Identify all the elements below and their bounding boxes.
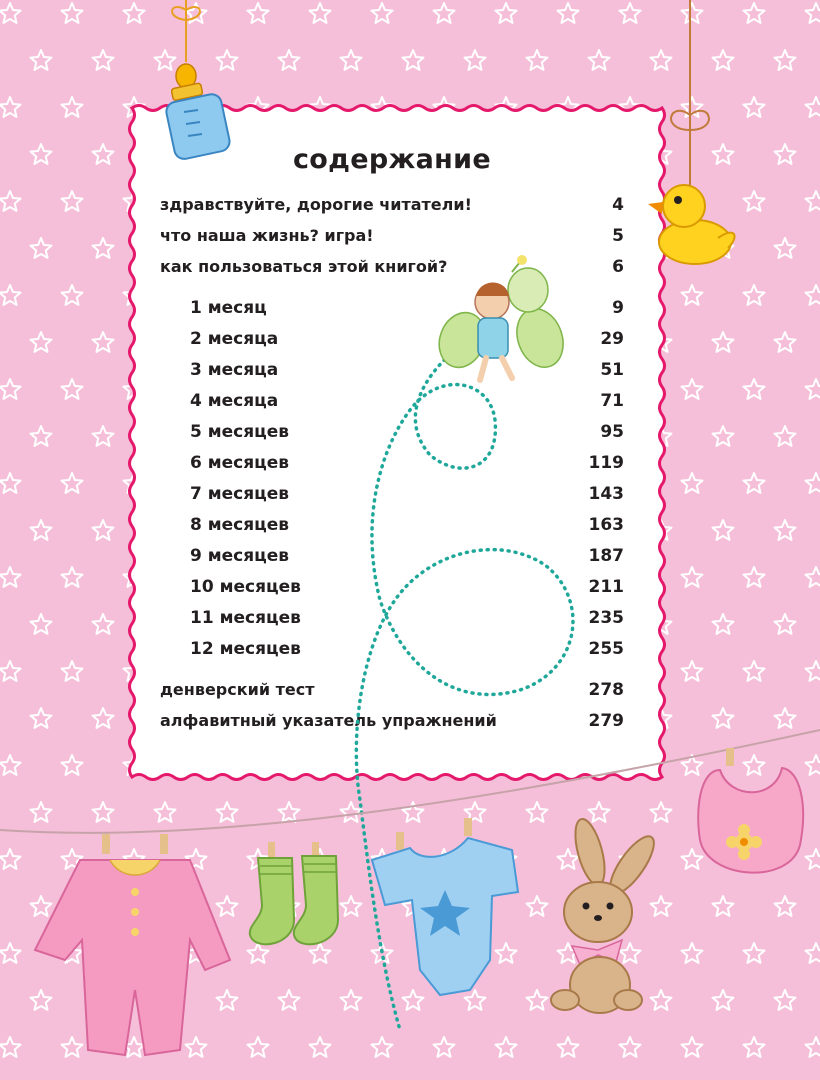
star-icon <box>0 1037 21 1057</box>
star-icon <box>589 50 610 70</box>
intro-section <box>160 195 624 288</box>
star-icon <box>496 3 517 23</box>
entry-label: 9 месяцев <box>190 546 290 566</box>
star-icon <box>589 990 610 1010</box>
toc-entry <box>160 711 624 742</box>
star-icon <box>124 943 145 963</box>
entry-page: 235 <box>588 608 624 628</box>
entry-page: 71 <box>600 391 624 411</box>
appendix-section <box>160 680 624 742</box>
star-icon <box>496 1037 517 1057</box>
entry-label: 12 месяцев <box>190 639 301 659</box>
star-icon <box>775 614 796 634</box>
toc-entry <box>160 484 624 515</box>
star-icon <box>713 426 734 446</box>
star-icon <box>713 802 734 822</box>
star-icon <box>682 567 703 587</box>
star-icon <box>62 849 83 869</box>
star-icon <box>93 614 114 634</box>
star-icon <box>155 990 176 1010</box>
star-icon <box>31 332 52 352</box>
entry-page: 6 <box>612 257 624 277</box>
star-icon <box>620 3 641 23</box>
entry-label: 4 месяца <box>190 391 279 411</box>
star-icon <box>155 896 176 916</box>
star-icon <box>31 614 52 634</box>
star-icon <box>0 849 21 869</box>
entry-page: 119 <box>588 453 624 473</box>
star-icon <box>62 661 83 681</box>
star-icon <box>248 3 269 23</box>
star-icon <box>62 567 83 587</box>
entry-label: 8 месяцев <box>190 515 290 535</box>
star-icon <box>806 755 820 775</box>
star-icon <box>775 50 796 70</box>
entry-page: 5 <box>612 226 624 246</box>
star-icon <box>527 802 548 822</box>
star-icon <box>62 191 83 211</box>
star-icon <box>93 238 114 258</box>
entry-page: 255 <box>588 639 624 659</box>
star-icon <box>713 50 734 70</box>
star-icon <box>0 97 21 117</box>
star-icon <box>775 520 796 540</box>
star-icon <box>775 990 796 1010</box>
star-icon <box>310 3 331 23</box>
entry-page: 278 <box>588 680 624 700</box>
star-icon <box>682 3 703 23</box>
star-icon <box>806 661 820 681</box>
star-icon <box>31 990 52 1010</box>
star-icon <box>465 802 486 822</box>
star-icon <box>744 1037 765 1057</box>
star-icon <box>93 426 114 446</box>
star-icon <box>496 849 517 869</box>
star-icon <box>186 849 207 869</box>
star-icon <box>62 3 83 23</box>
star-icon <box>806 3 820 23</box>
star-icon <box>279 990 300 1010</box>
star-icon <box>62 755 83 775</box>
star-icon <box>403 50 424 70</box>
star-icon <box>620 849 641 869</box>
star-icon <box>744 97 765 117</box>
star-icon <box>62 285 83 305</box>
star-icon <box>775 708 796 728</box>
star-icon <box>62 943 83 963</box>
star-icon <box>93 50 114 70</box>
star-icon <box>372 1037 393 1057</box>
months-section <box>160 298 624 670</box>
star-icon <box>341 802 362 822</box>
entry-label: денверский тест <box>160 680 315 699</box>
star-icon <box>558 3 579 23</box>
toc-entry <box>160 577 624 608</box>
entry-label: 11 месяцев <box>190 608 301 628</box>
star-icon <box>93 802 114 822</box>
toc-entry <box>160 257 624 288</box>
star-icon <box>0 943 21 963</box>
star-icon <box>31 50 52 70</box>
star-icon <box>713 520 734 540</box>
star-icon <box>372 849 393 869</box>
star-icon <box>713 896 734 916</box>
star-icon <box>217 990 238 1010</box>
star-icon <box>744 3 765 23</box>
star-icon <box>744 661 765 681</box>
entry-page: 95 <box>600 422 624 442</box>
entry-page: 279 <box>588 711 624 731</box>
star-icon <box>248 849 269 869</box>
star-icon <box>806 285 820 305</box>
star-icon <box>682 1037 703 1057</box>
entry-label: 10 месяцев <box>190 577 301 597</box>
toc-entry <box>160 453 624 484</box>
star-icon <box>682 473 703 493</box>
entry-label: 2 месяца <box>190 329 279 349</box>
star-icon <box>248 943 269 963</box>
star-icon <box>31 802 52 822</box>
star-icon <box>372 3 393 23</box>
star-icon <box>0 3 21 23</box>
star-icon <box>0 567 21 587</box>
entry-label: 3 месяца <box>190 360 279 380</box>
star-icon <box>589 802 610 822</box>
toc-entry <box>160 360 624 391</box>
star-icon <box>713 614 734 634</box>
star-icon <box>434 943 455 963</box>
star-icon <box>806 1037 820 1057</box>
star-icon <box>651 802 672 822</box>
entry-label: 5 месяцев <box>190 422 290 442</box>
star-icon <box>713 238 734 258</box>
star-icon <box>0 661 21 681</box>
star-icon <box>713 144 734 164</box>
toc-entry <box>160 639 624 670</box>
star-icon <box>682 849 703 869</box>
star-icon <box>682 97 703 117</box>
star-icon <box>744 849 765 869</box>
star-icon <box>744 567 765 587</box>
star-icon <box>62 379 83 399</box>
star-icon <box>744 943 765 963</box>
star-icon <box>31 708 52 728</box>
toc-entry <box>160 422 624 453</box>
toc-entry <box>160 391 624 422</box>
toc-entry <box>160 680 624 711</box>
star-icon <box>806 97 820 117</box>
star-icon <box>0 755 21 775</box>
star-icon <box>651 50 672 70</box>
table-of-contents <box>160 144 624 742</box>
star-icon <box>0 379 21 399</box>
star-icon <box>527 990 548 1010</box>
star-icon <box>0 285 21 305</box>
star-icon <box>682 755 703 775</box>
star-icon <box>558 943 579 963</box>
star-icon <box>341 990 362 1010</box>
star-icon <box>775 144 796 164</box>
star-icon <box>744 473 765 493</box>
star-icon <box>682 285 703 305</box>
star-icon <box>279 802 300 822</box>
star-icon <box>527 50 548 70</box>
star-icon <box>341 50 362 70</box>
star-icon <box>713 708 734 728</box>
star-icon <box>806 849 820 869</box>
toc-entry <box>160 226 624 257</box>
star-icon <box>465 896 486 916</box>
star-icon <box>434 849 455 869</box>
star-icon <box>806 943 820 963</box>
star-icon <box>93 332 114 352</box>
entry-label: как пользоваться этой книгой? <box>160 257 448 276</box>
star-icon <box>62 473 83 493</box>
star-icon <box>713 332 734 352</box>
star-icon <box>155 802 176 822</box>
entry-page: 9 <box>612 298 624 318</box>
star-icon <box>744 191 765 211</box>
star-icon <box>93 520 114 540</box>
star-icon <box>217 50 238 70</box>
star-icon <box>744 379 765 399</box>
star-icon <box>465 990 486 1010</box>
star-icon <box>775 426 796 446</box>
star-icon <box>682 379 703 399</box>
toc-entry <box>160 608 624 639</box>
star-icon <box>0 191 21 211</box>
star-icon <box>713 990 734 1010</box>
star-icon <box>434 1037 455 1057</box>
star-icon <box>558 849 579 869</box>
entry-page: 4 <box>612 195 624 215</box>
star-icon <box>620 1037 641 1057</box>
star-icon <box>62 97 83 117</box>
star-icon <box>62 1037 83 1057</box>
entry-label: что наша жизнь? игра! <box>160 226 374 245</box>
star-icon <box>403 990 424 1010</box>
star-icon <box>403 802 424 822</box>
star-icon <box>93 144 114 164</box>
entry-page: 163 <box>588 515 624 535</box>
toc-entry <box>160 195 624 226</box>
star-icon <box>279 50 300 70</box>
star-icon <box>651 990 672 1010</box>
toc-entry <box>160 546 624 577</box>
star-icon <box>775 896 796 916</box>
star-icon <box>682 661 703 681</box>
star-icon <box>744 755 765 775</box>
star-icon <box>124 849 145 869</box>
star-icon <box>155 50 176 70</box>
star-icon <box>775 332 796 352</box>
star-icon <box>310 943 331 963</box>
toc-entry <box>160 329 624 360</box>
star-icon <box>31 426 52 446</box>
entry-label: 6 месяцев <box>190 453 290 473</box>
toc-card <box>124 100 670 785</box>
star-icon <box>0 473 21 493</box>
entry-page: 29 <box>600 329 624 349</box>
entry-page: 187 <box>588 546 624 566</box>
entry-page: 211 <box>588 577 624 597</box>
star-icon <box>279 896 300 916</box>
star-icon <box>93 708 114 728</box>
star-icon <box>248 1037 269 1057</box>
star-icon <box>775 802 796 822</box>
star-icon <box>496 943 517 963</box>
page-title: содержание <box>293 144 491 175</box>
star-icon <box>651 896 672 916</box>
star-icon <box>124 1037 145 1057</box>
star-icon <box>186 3 207 23</box>
star-icon <box>806 191 820 211</box>
star-icon <box>558 1037 579 1057</box>
star-icon <box>124 3 145 23</box>
entry-label: 7 месяцев <box>190 484 290 504</box>
star-icon <box>682 943 703 963</box>
star-icon <box>682 191 703 211</box>
star-icon <box>806 473 820 493</box>
star-icon <box>310 1037 331 1057</box>
star-icon <box>186 943 207 963</box>
star-icon <box>31 144 52 164</box>
entry-page: 143 <box>588 484 624 504</box>
star-icon <box>403 896 424 916</box>
star-icon <box>434 3 455 23</box>
entry-label: 1 месяц <box>190 298 267 318</box>
star-icon <box>310 849 331 869</box>
star-icon <box>465 50 486 70</box>
toc-entry <box>160 515 624 546</box>
star-icon <box>806 379 820 399</box>
entry-page: 51 <box>600 360 624 380</box>
star-icon <box>806 567 820 587</box>
star-icon <box>341 896 362 916</box>
star-icon <box>31 238 52 258</box>
star-icon <box>527 896 548 916</box>
star-icon <box>589 896 610 916</box>
star-icon <box>31 896 52 916</box>
entry-label: здравствуйте, дорогие читатели! <box>160 195 472 214</box>
star-icon <box>31 520 52 540</box>
star-icon <box>93 896 114 916</box>
star-icon <box>186 1037 207 1057</box>
star-icon <box>620 943 641 963</box>
star-icon <box>217 802 238 822</box>
star-icon <box>744 285 765 305</box>
toc-entry <box>160 298 624 329</box>
star-icon <box>775 238 796 258</box>
star-icon <box>372 943 393 963</box>
star-icon <box>217 896 238 916</box>
star-icon <box>93 990 114 1010</box>
entry-label: алфавитный указатель упражнений <box>160 711 497 730</box>
